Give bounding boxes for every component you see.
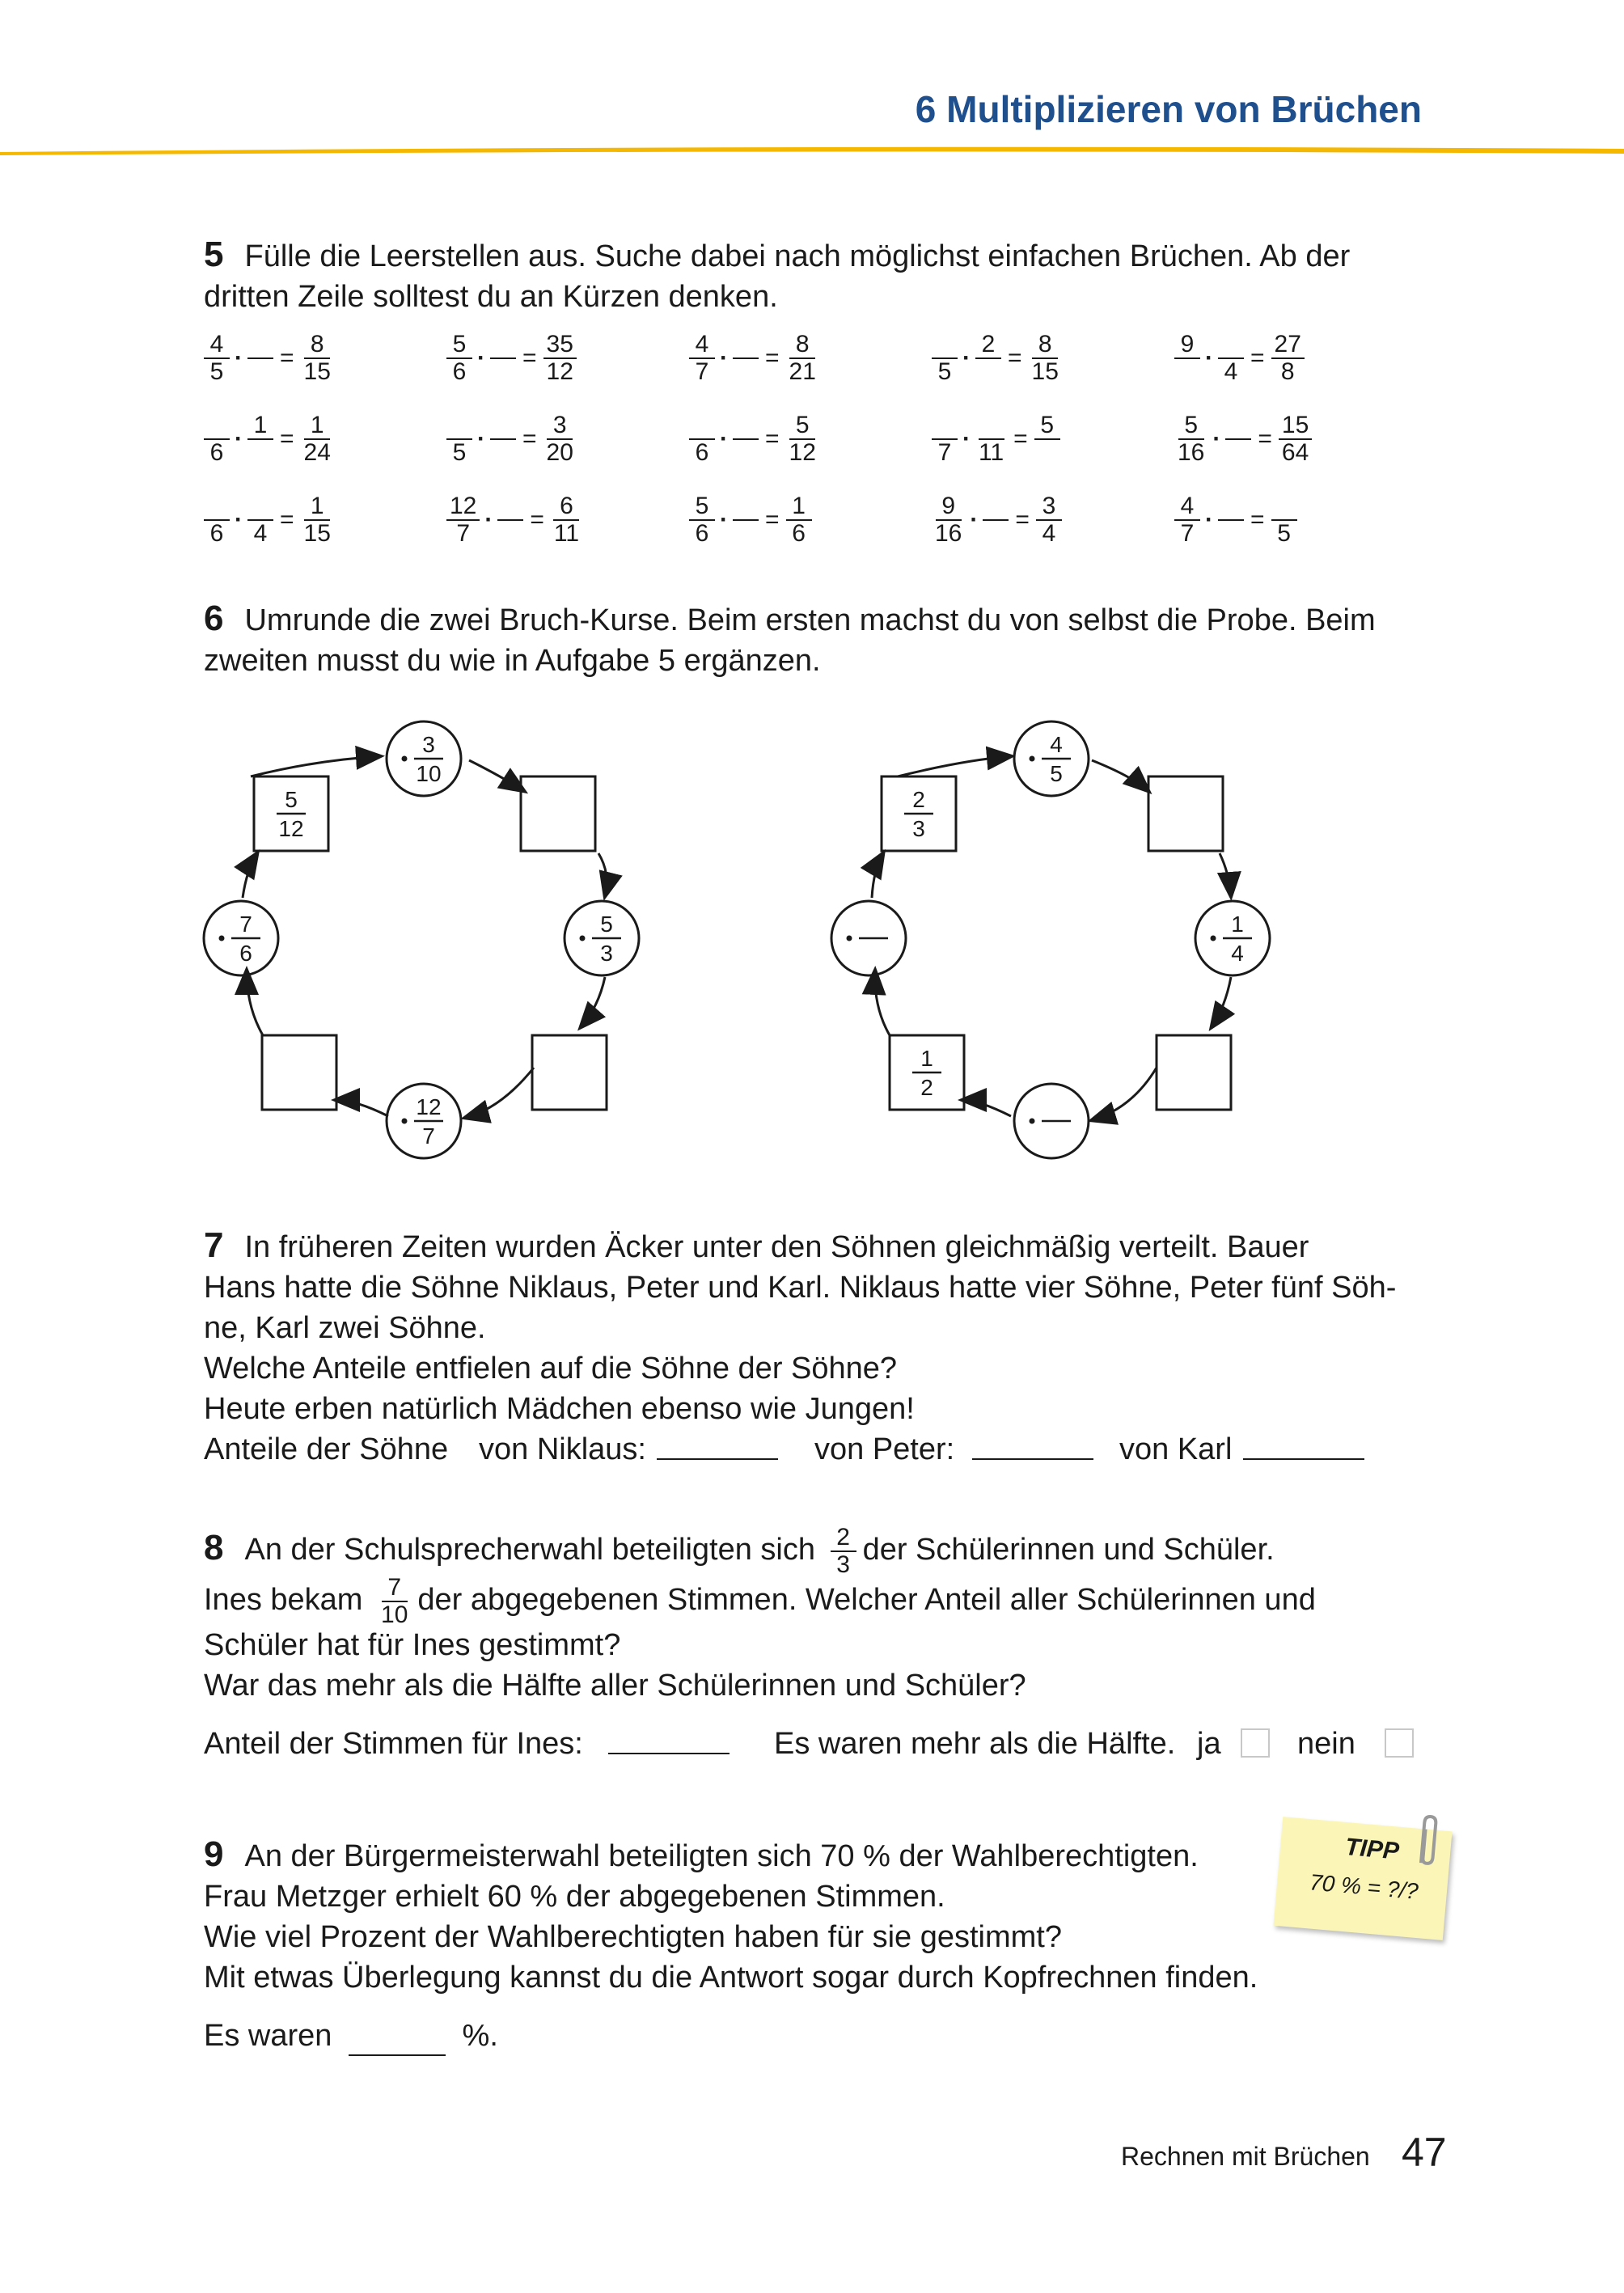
task-text: der abgegebenen Stimmen. Welcher Anteil aller Schülerinnen und [417,1583,1316,1618]
product: $\frac{3}{20}$ [546,412,573,466]
equals-sign: = [1258,425,1272,452]
factor-1: 5 6 [689,493,715,547]
task-number: 7 [204,1225,224,1265]
denominator: 7 [422,1123,435,1149]
denominator: 4 [1231,941,1244,966]
multiply-sign: · [720,345,728,371]
factor-1: 4 5 [204,332,230,385]
tipp-text: 70 % = ?/? [1309,1869,1419,1904]
fraction-equation[interactable] [204,412,334,466]
factor-1: 6 [689,412,715,466]
task-text: Hans hatte die Söhne Niklaus, Peter und Karl. Niklaus hatte vier Söhne, Peter fünf Söh- [204,1271,1397,1305]
factor-1: 5 [932,332,958,385]
numerator: 5 [600,912,613,937]
product: $\frac{1}{6}$ [786,493,812,547]
answer-label: Es waren [204,2019,332,2053]
course1-start-value [277,787,306,841]
factor-2 [733,332,759,385]
multiply-dot [580,936,586,941]
multiply-sign: · [235,425,243,452]
task-number: 8 [204,1528,224,1568]
task-text: In früheren Zeiten wurden Äcker unter den Söhnen gleichmäßig verteilt. Bauer [244,1230,1309,1264]
footer-section: Rechnen mit Brüchen [1121,2142,1370,2171]
multiply-sign: · [235,506,243,533]
task-text: Wie viel Prozent der Wahlberechtigten haben für sie gestimmt? [204,1920,1062,1954]
page-title: 6 Multiplizieren von Brüchen [915,88,1422,130]
fraction-equation[interactable] [932,412,1060,466]
nein-label: nein [1297,1727,1355,1761]
denominator: 2 [920,1075,933,1100]
product: $\frac{6}{11}$ [553,493,580,547]
product: $\frac{8}{21}$ [789,331,816,385]
multiply-sign: · [1205,506,1213,533]
multiply-sign: · [720,425,728,452]
factor-1: 4 7 [1174,493,1200,547]
task-5 [204,235,1417,317]
factor-2 [497,493,523,547]
equals-sign: = [1250,506,1265,533]
task-text: An der Bürgermeisterwahl beteiligten sich 70 % der Wahlberechtigten. [244,1839,1199,1873]
fraction-equation[interactable] [932,332,1062,385]
numerator: 1 [920,1046,933,1071]
equals-sign: = [530,506,544,533]
factor-2: 2 [975,332,1001,385]
factor-2 [247,332,273,385]
label-peter: von Peter: [814,1432,955,1466]
nein-checkbox[interactable] [1385,1728,1414,1758]
task-text: dritten Zeile solltest du an Kürzen denken. [204,280,778,314]
multiply-sign: · [1212,425,1221,452]
product: $\frac{27}{8}$ [1271,332,1305,385]
multiply-sign: · [477,345,485,371]
multiply-sign: · [970,506,979,533]
factor-1: 6 [204,493,230,547]
task-text: Schüler hat für Ines gestimmt? [204,1628,621,1662]
factor-1: 12 7 [446,493,480,547]
label-karl: von Karl [1119,1432,1233,1466]
fraction-equation[interactable] [204,493,334,547]
tipp-note [1274,1817,1453,1940]
product: $\frac{1}{24}$ [303,412,331,466]
course1-box-answer[interactable] [262,1035,336,1110]
task-text: Fülle die Leerstellen aus. Suche dabei nach möglichst einfachen Brüchen. Ab der [244,239,1351,273]
product: $\frac{8}{15}$ [303,331,331,385]
task-text: Welche Anteile entfielen auf die Söhne der Söhne? [204,1352,898,1386]
task-6 [204,599,1417,681]
task-number: 5 [204,235,224,274]
fraction-equation[interactable] [932,493,1062,547]
factor-1: 5 6 [446,332,472,385]
course1-mult-top-value [402,732,444,786]
fraction-equation[interactable] [446,332,577,385]
denominator: 5 [1050,761,1063,786]
factor-2 [733,412,759,466]
equals-sign: = [1008,345,1022,371]
equals-sign: = [280,506,294,533]
numerator: 12 [416,1094,442,1119]
answer-percent-field[interactable] [349,2025,446,2056]
factor-2 [1225,412,1251,466]
course-2 [831,721,1270,1158]
equals-sign: = [765,345,780,371]
multiply-sign: · [720,506,728,533]
mehr-label: Es waren mehr als die Hälfte. [774,1727,1176,1761]
equals-sign: = [1015,506,1030,533]
factor-2: 1 [247,412,273,466]
fraction-equation[interactable] [1174,412,1312,466]
product: $\frac{15}{64}$ [1279,412,1312,466]
equals-sign: = [765,506,780,533]
multiply-sign: · [235,345,243,371]
multiply-sign: · [477,425,485,452]
task-text: zweiten musst du wie in Aufgabe 5 ergänzen. [204,644,821,678]
product: 5 [1034,412,1060,466]
answer-label: Anteile der Söhne [204,1432,449,1466]
task-text: Umrunde die zwei Bruch-Kurse. Beim ersten machst du von selbst die Probe. Beim [244,603,1376,637]
course1-box-answer[interactable] [521,776,595,851]
product: $\frac{5}{12}$ [789,412,816,466]
fraction-equation[interactable] [689,332,819,385]
course2-given-value [912,1046,941,1100]
factor-2 [983,493,1009,547]
multiply-dot [1030,1119,1035,1124]
product: 5 [1271,493,1297,547]
factor-1: 4 7 [689,332,715,385]
multiply-sign: · [484,506,493,533]
course1-box-answer[interactable] [532,1035,607,1110]
denominator: 12 [278,816,304,841]
fraction: $\frac{2}{3}$ [831,1525,856,1578]
equals-sign: = [280,345,294,371]
task-text: Frau Metzger erhielt 60 % der abgegebenen Stimmen. [204,1880,945,1914]
factor-2 [733,493,759,547]
factor-2: 4 [1218,332,1244,385]
answer-unit: %. [462,2019,498,2053]
denominator: 3 [600,941,613,966]
product: $\frac{8}{15}$ [1031,331,1059,385]
equals-sign: = [765,425,780,452]
equals-sign: = [1250,345,1265,371]
fraction-courses [0,696,1624,1197]
task-text: Ines bekam [204,1583,363,1618]
course-1 [204,721,639,1158]
task-text: Mit etwas Überlegung kannst du die Antwort sogar durch Kopfrechnen finden. [204,1961,1258,1995]
course2-mult-right-value [1211,912,1253,966]
task-text: ne, Karl zwei Söhne. [204,1311,486,1345]
fraction-equation[interactable] [1174,493,1297,547]
task-8 [204,1525,1417,1764]
task-number: 6 [204,599,224,638]
task-text: der Schülerinnen und Schüler. [862,1533,1275,1567]
multiply-sign: · [1205,345,1213,371]
course2-mult-top-value [1030,732,1072,786]
answer-karl-field[interactable] [1243,1429,1364,1460]
task-text: An der Schulsprecherwahl beteiligten sich [244,1533,815,1567]
course1-mult-left-value [219,912,261,966]
equals-sign: = [522,425,537,452]
factor-2 [1218,493,1244,547]
product: $\frac{35}{12}$ [543,332,577,385]
numerator: 1 [1231,912,1244,937]
equals-sign: = [280,425,294,452]
multiply-dot [1030,756,1035,762]
fraction-equation[interactable] [446,412,577,466]
factor-1: 6 [204,412,230,466]
fraction: $\frac{7}{10}$ [381,1574,408,1628]
course2-mult-left-value [847,936,889,941]
answer-ines-field[interactable] [608,1724,730,1754]
course2-box-answer[interactable] [1157,1035,1231,1110]
equals-sign: = [1013,425,1028,452]
factor-2 [490,412,516,466]
multiply-dot [402,1119,408,1124]
product: $\frac{1}{15}$ [303,493,331,547]
equals-sign: = [522,345,537,371]
ja-label: ja [1197,1727,1221,1761]
factor-1: 7 [932,412,958,466]
header-rule [0,144,1624,155]
factor-2 [490,332,516,385]
product: $\frac{3}{4}$ [1036,493,1062,547]
multiply-sign: · [962,345,971,371]
task-text: Heute erben natürlich Mädchen ebenso wie Jungen! [204,1392,915,1426]
fraction-equation[interactable] [204,332,334,385]
task-text: War das mehr als die Hälfte aller Schülerinnen und Schüler? [204,1669,1026,1703]
course2-mult-bottom-value [1030,1119,1072,1124]
answer-label: Anteil der Stimmen für Ines: [204,1727,583,1761]
multiply-dot [847,936,852,941]
denominator: 3 [912,816,925,841]
factor-1: 5 [446,412,472,466]
label-niklaus: von Niklaus: [479,1432,646,1466]
fraction-equation[interactable] [689,493,812,547]
numerator: 3 [422,732,435,757]
paperclip-icon [1412,1814,1444,1873]
denominator: 10 [416,761,442,786]
factor-1: 9 [1174,332,1200,385]
fraction-equation[interactable] [446,493,582,547]
answer-peter-field[interactable] [972,1429,1093,1460]
tipp-title: TIPP [1343,1834,1401,1865]
page-number: 47 [1402,2130,1447,2175]
numerator: 4 [1050,732,1063,757]
factor-1: 5 16 [1178,412,1205,466]
denominator: 6 [239,941,252,966]
task-number: 9 [204,1834,224,1874]
multiply-dot [1211,936,1216,941]
fraction-equation[interactable] [689,412,819,466]
factor-2: 11 [975,412,1007,466]
multiply-dot [219,936,225,941]
multiply-sign: · [962,425,971,452]
ja-checkbox[interactable] [1241,1728,1270,1758]
course2-box-answer[interactable] [1148,776,1223,851]
course1-mult-right-value [580,912,622,966]
numerator: 5 [285,787,298,812]
multiply-dot [402,756,408,762]
fraction-equation[interactable] [1174,332,1305,385]
numerator: 7 [239,912,252,937]
task-7 [204,1225,1417,1470]
factor-1: 9 16 [935,493,962,547]
factor-2: 4 [247,493,273,547]
course1-mult-bottom-value [402,1094,444,1149]
answer-niklaus-field[interactable] [657,1429,778,1460]
task-9 [204,1834,1417,2056]
course2-start-value [904,787,933,841]
numerator: 2 [912,787,925,812]
